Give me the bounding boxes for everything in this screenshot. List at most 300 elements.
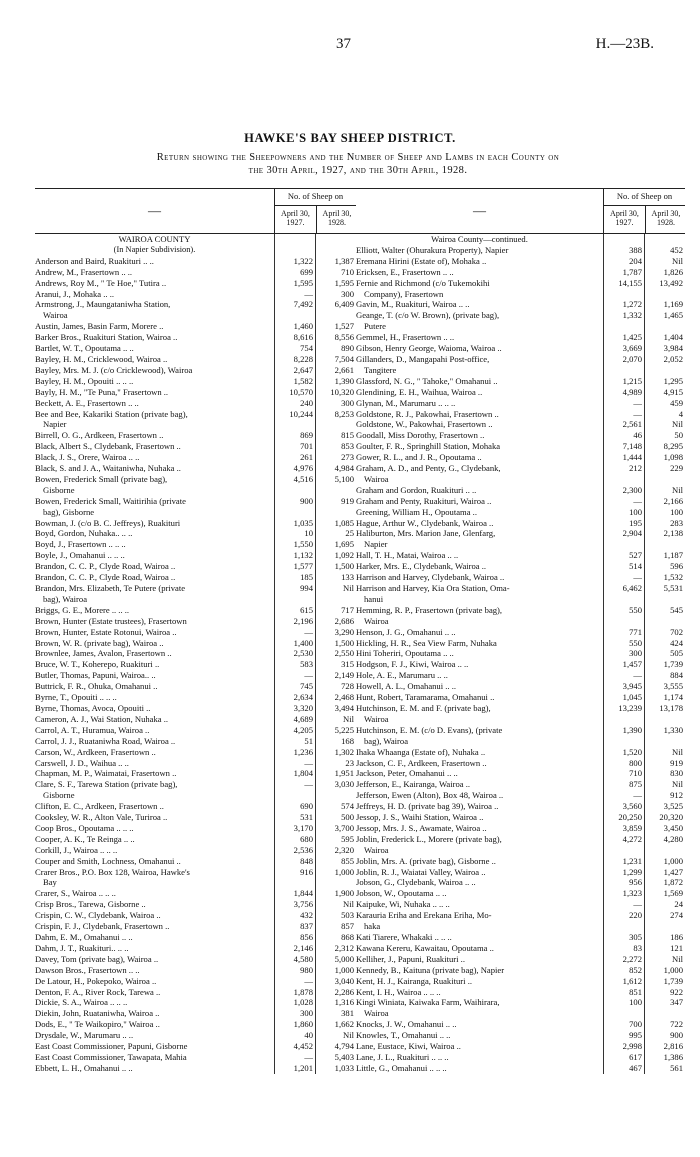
table-row (35, 1008, 356, 1019)
sheep-1927: 1,444 (603, 452, 644, 463)
table-row (356, 583, 685, 594)
sheep-1927: 745 (274, 681, 315, 692)
sheep-1928: Nil (315, 1030, 356, 1041)
owner-name: Butler, Thomas, Papuni, Wairoa.. .. (35, 670, 156, 681)
table-row (35, 278, 356, 289)
table-row (356, 714, 685, 725)
sheep-1927: 1,582 (274, 376, 315, 387)
sheep-1927: 40 (274, 1030, 315, 1041)
table-body (356, 234, 685, 1074)
table-row (35, 845, 356, 856)
owner-name: Joblin, Frederick L., Morere (private bag), (356, 833, 502, 844)
owner-name: Bruce, W. T., Koherepo, Ruakituri .. (35, 659, 160, 670)
table-row (35, 997, 356, 1008)
table-header (356, 188, 685, 234)
sheep-1928: 922 (644, 987, 685, 998)
sheep-1928: 24 (644, 899, 685, 910)
sheep-1928: 710 (315, 267, 356, 278)
sheep-1927: — (274, 758, 315, 769)
sheep-1928: 1,569 (644, 888, 685, 899)
owner-name: hanui (364, 593, 384, 604)
table-row (35, 856, 356, 867)
sheep-1927: — (603, 670, 644, 681)
owner-name: De Latour, H., Pokepoko, Wairoa .. (35, 975, 157, 986)
owner-name: Kawana Kereru, Kawaitau, Opoutama .. (356, 942, 494, 953)
table-row (35, 768, 356, 779)
sheep-1928: 5,531 (644, 583, 685, 594)
table-row (356, 376, 685, 387)
table-row (356, 452, 685, 463)
table-row (35, 1019, 356, 1030)
sheep-1927: 1,878 (274, 987, 315, 998)
table-row (356, 670, 685, 681)
sheep-1927: 204 (603, 256, 644, 267)
owner-name: Jessop, Mrs. J. S., Awamate, Wairoa .. (356, 822, 487, 833)
owner-name: Clare, S. F., Tarewa Station (private bag), (35, 779, 178, 790)
sheep-1928: 1,500 (315, 638, 356, 649)
owner-name: East Coast Commissioner, Tawapata, Mahia (35, 1051, 187, 1062)
sheep-1928: 5,000 (315, 954, 356, 965)
sheep-1928: 1,330 (644, 725, 685, 736)
table-row (356, 823, 685, 834)
table-row (35, 289, 356, 300)
table-row (35, 365, 356, 376)
owner-name: Wairoa (364, 1008, 389, 1019)
sheep-1927: — (274, 289, 315, 300)
table-row (35, 299, 356, 310)
sheep-1927: 1,236 (274, 747, 315, 758)
owner-name: Goulter, F. R., Springhill Station, Mohaka (356, 441, 501, 452)
sheep-1928: 13,492 (644, 278, 685, 289)
table-row (35, 921, 356, 932)
table-row (35, 703, 356, 714)
sheep-1928: 459 (644, 398, 685, 409)
sheep-1927: 980 (274, 965, 315, 976)
sheep-1927: 1,577 (274, 561, 315, 572)
owner-name: Carrol, A. T., Huramua, Wairoa .. (35, 724, 150, 735)
owner-name: Hemming, R. P., Frasertown (private bag), (356, 604, 503, 615)
owner-name: Carrol, J. J., Ruataniwha Road, Wairoa .. (35, 735, 176, 746)
sheep-1928: 2,468 (315, 692, 356, 703)
sheep-1927: 710 (603, 768, 644, 779)
sheep-1928: 424 (644, 638, 685, 649)
table-row (35, 877, 356, 888)
sheep-1928: 1,174 (644, 692, 685, 703)
table-row (35, 888, 356, 899)
sheep-1927 (274, 790, 315, 801)
owner-name: Napier (43, 419, 67, 430)
table-row (356, 518, 685, 529)
sheep-1927: 995 (603, 1030, 644, 1041)
owner-name: Joblin, R. J., Waiatai Valley, Wairoa .. (356, 866, 486, 877)
sheep-1927: 2,536 (274, 845, 315, 856)
owner-name: Henson, J. G., Omahanui .. .. (356, 626, 456, 637)
sheep-1928 (315, 310, 356, 321)
owner-name: Couper and Smith, Lochness, Omahanui .. (35, 855, 181, 866)
section-heading (356, 234, 685, 245)
table-row (356, 987, 685, 998)
sheep-1928: 890 (315, 343, 356, 354)
sheep-1927: 1,804 (274, 768, 315, 779)
owner-name: Wairoa (364, 473, 389, 484)
sheep-1927: 1,400 (274, 638, 315, 649)
owner-name: Birrell, O. G., Ardkeen, Frasertown .. (35, 430, 164, 441)
sheep-1928: 273 (315, 452, 356, 463)
owner-name: Andrews, Roy M., " Te Hoe," Tutira .. (35, 277, 167, 288)
table-row (356, 409, 685, 420)
page-number: 37 (336, 36, 351, 52)
owner-name: Bayley, H. M., Opouiti .. .. .. (35, 375, 134, 386)
sheep-1928: 3,555 (644, 681, 685, 692)
sheep-1927: — (603, 790, 644, 801)
sheep-1928: 3,494 (315, 703, 356, 714)
owner-name: Boyd, Gordon, Nuhaka.. .. .. (35, 528, 133, 539)
owner-name: Boyle, J., Omahanui .. .. .. (35, 550, 125, 561)
table-row (356, 594, 685, 605)
sheep-1928 (644, 474, 685, 485)
sheep-1928: 1,500 (315, 561, 356, 572)
table-row (356, 899, 685, 910)
sheep-1927: 2,998 (603, 1041, 644, 1052)
sheep-1928: 5,100 (315, 474, 356, 485)
section-subheading (35, 245, 356, 256)
sheep-1928: 868 (315, 932, 356, 943)
sheep-1927: 4,516 (274, 474, 315, 485)
table-row (356, 1063, 685, 1074)
sheep-1928: 2,166 (644, 496, 685, 507)
sheep-1928: 2,550 (315, 648, 356, 659)
owner-name: Gavin, M., Ruakituri, Wairoa .. .. (356, 299, 470, 310)
owner-name: Wairoa (364, 844, 389, 855)
table-row (356, 343, 685, 354)
sheep-1928: Nil (315, 583, 356, 594)
sheep-1928: Nil (644, 256, 685, 267)
owner-name: Haliburton, Mrs. Marion Jane, Glenfarg, (356, 528, 496, 539)
table-row (356, 768, 685, 779)
owner-name: Brownlee, James, Avalon, Frasertown .. (35, 648, 172, 659)
table-row (35, 561, 356, 572)
sheep-1928: 2,686 (315, 616, 356, 627)
owner-name: Bayley, Mrs. M. J. (c/o Cricklewood), Wairoa (35, 364, 193, 375)
owner-name: Knocks, J. W., Omahanui .. .. (356, 1019, 457, 1030)
sheep-1928: 2,320 (315, 845, 356, 856)
table-row (35, 670, 356, 681)
owner-name: Hole, A. E., Marumaru .. .. (356, 670, 448, 681)
sheep-1927: 10 (274, 528, 315, 539)
owner-name: Briggs, G. E., Morere .. .. .. (35, 604, 130, 615)
sheep-1928 (644, 289, 685, 300)
sheep-1927: 837 (274, 921, 315, 932)
sheep-1928: 347 (644, 997, 685, 1008)
owner-name: Davey, Tom (private bag), Wairoa .. (35, 953, 159, 964)
sheep-1928: 919 (644, 758, 685, 769)
owner-name: Gisborne (43, 790, 75, 801)
table-row (356, 976, 685, 987)
sheep-1927 (274, 419, 315, 430)
table-row (35, 976, 356, 987)
sheep-1928: 283 (644, 518, 685, 529)
owner-name: Jobson, W., Opoutama .. .. (356, 888, 447, 899)
table-row (35, 430, 356, 441)
sheep-1927: 617 (603, 1052, 644, 1063)
sheep-1927: 2,647 (274, 365, 315, 376)
sheep-1927: 771 (603, 627, 644, 638)
sheep-1928: Nil (644, 747, 685, 758)
sheep-1928: 1,000 (644, 856, 685, 867)
owner-name: Brown, Hunter, Estate Rotonui, Wairoa .. (35, 626, 177, 637)
sheep-1928 (644, 921, 685, 932)
table-row (356, 507, 685, 518)
owner-name: Eremana Hirini (Estate of), Mohaka .. (356, 255, 487, 266)
sheep-1927 (603, 1008, 644, 1019)
table-row (35, 256, 356, 267)
owner-name: East Coast Commissioner, Papuni, Gisborne (35, 1041, 188, 1052)
sheep-1927 (603, 921, 644, 932)
table-row (35, 474, 356, 485)
table-row (35, 605, 356, 616)
sheep-1928: 8,295 (644, 441, 685, 452)
table-row (356, 943, 685, 954)
sheep-1928: 121 (644, 943, 685, 954)
sheep-1928: Nil (644, 954, 685, 965)
table-row (356, 430, 685, 441)
sheep-1928: 133 (315, 572, 356, 583)
table-row (35, 692, 356, 703)
table-row (35, 747, 356, 758)
owner-name: Black, Albert S., Clydebank, Frasertown .. (35, 441, 181, 452)
owner-name: Harker, Mrs. E., Clydebank, Wairoa .. (356, 561, 487, 572)
owner-name: Dahm, J. T., Ruakituri.. .. .. (35, 942, 129, 953)
sheep-1927 (603, 594, 644, 605)
owner-name: (In Napier Subdivision). (113, 244, 196, 254)
owner-name: Bowman, J. (c/o B. C. Jeffreys), Ruakituri (35, 517, 181, 528)
sheep-1927: 1,272 (603, 299, 644, 310)
left-table (35, 188, 356, 1074)
owner-name: Corkill, J., Wairoa .. .. .. (35, 844, 118, 855)
table-row (356, 997, 685, 1008)
sheep-1928: 1,527 (315, 321, 356, 332)
sheep-1927: 1,332 (603, 310, 644, 321)
sheep-1928 (644, 1008, 685, 1019)
owner-name: Bowen, Frederick Small, Waitirihia (private (35, 495, 186, 506)
sheep-1927: 699 (274, 267, 315, 278)
owner-name: Putere (364, 321, 386, 332)
sheep-1928: 857 (315, 921, 356, 932)
sheep-1927: 1,550 (274, 539, 315, 550)
owner-name: Wairoa (43, 310, 68, 321)
table-row (35, 965, 356, 976)
table-row (356, 932, 685, 943)
sheep-1928: 2,138 (644, 528, 685, 539)
owner-name: Gibson, Henry George, Waioma, Wairoa .. (356, 343, 502, 354)
sheep-1928: 3,450 (644, 823, 685, 834)
sheep-1927: 3,859 (603, 823, 644, 834)
table-row (35, 409, 356, 420)
table-row (35, 332, 356, 343)
table-row (35, 638, 356, 649)
sheep-1927: 1,390 (603, 725, 644, 736)
owner-name: Hini Toheriri, Opoutama .. .. (356, 648, 454, 659)
sheep-1927 (603, 616, 644, 627)
owner-name: Cameron, A. J., Wai Station, Nuhaka .. (35, 713, 169, 724)
owner-name: Brandon, C. C. P., Clyde Road, Wairoa .. (35, 561, 176, 572)
owner-name: Bayly, H. M., "Te Puna," Frasertown .. (35, 386, 169, 397)
sheep-1928: 500 (315, 812, 356, 823)
owner-name: Carswell, J. D., Waihua .. .. (35, 757, 129, 768)
sheep-1928: 13,178 (644, 703, 685, 714)
sheep-1927: 13,239 (603, 703, 644, 714)
table-row (356, 681, 685, 692)
owner-name: Diekin, John, Ruataniwha, Wairoa .. (35, 1008, 160, 1019)
sheep-1927: 527 (603, 550, 644, 561)
sheep-1927: — (274, 976, 315, 987)
owner-name: Beckett, A. E., Frasertown .. .. (35, 397, 139, 408)
owner-name: Brown, Hunter (Estate trustees), Frasertown (35, 615, 187, 626)
sheep-1928: 919 (315, 496, 356, 507)
owner-name: Chapman, M. P., Waimatai, Frasertown .. (35, 768, 177, 779)
sheep-1927 (603, 321, 644, 332)
sheep-1928: 2,312 (315, 943, 356, 954)
sheep-1928: 452 (644, 245, 685, 256)
owner-name: Dahm, E. M., Omahanui .. .. (35, 932, 133, 942)
table-row (356, 888, 685, 899)
sheep-1927: 300 (603, 648, 644, 659)
sheep-1927: — (274, 670, 315, 681)
table-row (356, 965, 685, 976)
sheep-1928: 1,739 (644, 659, 685, 670)
sheep-1927 (274, 877, 315, 888)
owner-name: Kingi Winiata, Kaiwaka Farm, Waihirara, (356, 997, 500, 1008)
sheep-1928: 1,387 (315, 256, 356, 267)
sheep-1927: — (274, 1052, 315, 1063)
owner-name: Goldstone, W., Pakowhai, Frasertown .. (356, 419, 493, 430)
sheep-1927 (603, 234, 644, 245)
sheep-1927: 754 (274, 343, 315, 354)
owner-name: Boyd, J., Frasertown .. .. .. (35, 539, 126, 550)
sheep-1928: 1,092 (315, 550, 356, 561)
sheep-1927: — (603, 572, 644, 583)
table-row (35, 659, 356, 670)
sheep-1928: 2,816 (644, 1041, 685, 1052)
sheep-1928: 2,149 (315, 670, 356, 681)
sheep-1928 (644, 845, 685, 856)
table-row (356, 528, 685, 539)
owner-name: haka (364, 921, 381, 932)
table-row (356, 877, 685, 888)
sheep-1928 (315, 594, 356, 605)
table-row (356, 321, 685, 332)
owner-name: Cooksley, W. R., Alton Vale, Turiroa .. (35, 812, 168, 823)
header-group-label: No. of Sheep on (275, 189, 356, 206)
sheep-1928: 8,556 (315, 332, 356, 343)
sheep-1927: 2,300 (603, 485, 644, 496)
sheep-1928: 381 (315, 1008, 356, 1019)
header-group-label: No. of Sheep on (604, 189, 685, 206)
table-row (35, 343, 356, 354)
sheep-1928: 1,872 (644, 877, 685, 888)
sheep-1928: 3,040 (315, 976, 356, 987)
sheep-1927: 1,028 (274, 997, 315, 1008)
owner-name: Goldstone, R. J., Pakowhai, Frasertown .. (356, 408, 499, 419)
table-row (356, 1041, 685, 1052)
sheep-1927: 4,976 (274, 463, 315, 474)
owner-name: Graham, A. D., and Penty, G., Clydebank, (356, 463, 501, 474)
sheep-1927: 20,250 (603, 812, 644, 823)
table-row (356, 387, 685, 398)
owner-name: Hunt, Robert, Taramarama, Omahanui .. (356, 692, 495, 703)
table-row (356, 365, 685, 376)
header-col-1927: April 30, 1927. (610, 209, 639, 227)
owner-name: Hutchinson, E. M. (c/o D. Evans), (private (356, 724, 503, 735)
sheep-1927: 6,462 (603, 583, 644, 594)
owner-name: Brandon, C. C. P., Clyde Road, Wairoa .. (35, 572, 176, 583)
table-row (356, 725, 685, 736)
table-row (356, 790, 685, 801)
sheep-1927: 900 (274, 496, 315, 507)
owner-name: Hutchinson, E. M. and F. (private bag), (356, 702, 491, 713)
sheep-1928: 8,253 (315, 409, 356, 420)
sheep-1928: 23 (315, 758, 356, 769)
sheep-1927: 514 (603, 561, 644, 572)
table-row (35, 550, 356, 561)
header-col-1928: April 30, 1928. (316, 206, 357, 233)
subtitle-line-2: the 30th April, 1927, and the 30th April, 1928. (248, 164, 468, 176)
sheep-1927: 1,520 (603, 747, 644, 758)
sheep-1927: — (603, 496, 644, 507)
table-row (35, 714, 356, 725)
table-row (35, 1052, 356, 1063)
owner-name: Carson, W., Ardkeen, Frasertown .. (35, 746, 156, 757)
owner-name: Wairoa (364, 615, 389, 626)
sheep-1927: 848 (274, 856, 315, 867)
sheep-1928: 728 (315, 681, 356, 692)
table-row (356, 1008, 685, 1019)
table-row (35, 681, 356, 692)
table-row (35, 594, 356, 605)
sheep-1927: 4,452 (274, 1041, 315, 1052)
sheep-1927: 2,272 (603, 954, 644, 965)
owner-name: Brown, W. R. (private bag), Wairoa .. (35, 637, 164, 648)
table-row (356, 921, 685, 932)
sheep-1928 (644, 234, 685, 245)
table-row (356, 419, 685, 430)
sheep-1927: 300 (274, 1008, 315, 1019)
sheep-1928: 4,915 (644, 387, 685, 398)
sheep-1928: 2,661 (315, 365, 356, 376)
table-row (356, 659, 685, 670)
sheep-1927: 1,322 (274, 256, 315, 267)
owner-name: Gillanders, D., Mangapahi Post-office, (356, 353, 490, 364)
owner-name: Kaipuke, Wi, Nuhaka .. .. .. (356, 899, 450, 910)
table-body (35, 234, 356, 1074)
sheep-1927: 1,595 (274, 278, 315, 289)
table-row (35, 583, 356, 594)
sheep-1927: 856 (274, 932, 315, 943)
sheep-1927: 388 (603, 245, 644, 256)
owner-name: Glynan, M., Marumaru .. .. .. (356, 397, 456, 408)
table-row (35, 910, 356, 921)
subtitle (58, 152, 658, 177)
sheep-1927: — (274, 627, 315, 638)
sheep-1928: 50 (644, 430, 685, 441)
sheep-1928: 1,595 (315, 278, 356, 289)
owner-name: Bayley, H. M., Cricklewood, Wairoa .. (35, 353, 168, 364)
sheep-1928: 4,794 (315, 1041, 356, 1052)
sheep-1927 (274, 507, 315, 518)
owner-name: Little, G., Omahanui .. .. .. (356, 1062, 447, 1073)
sheep-1927 (603, 845, 644, 856)
owner-name: Jobson, G., Clydebank, Wairoa .. .. (356, 877, 476, 888)
